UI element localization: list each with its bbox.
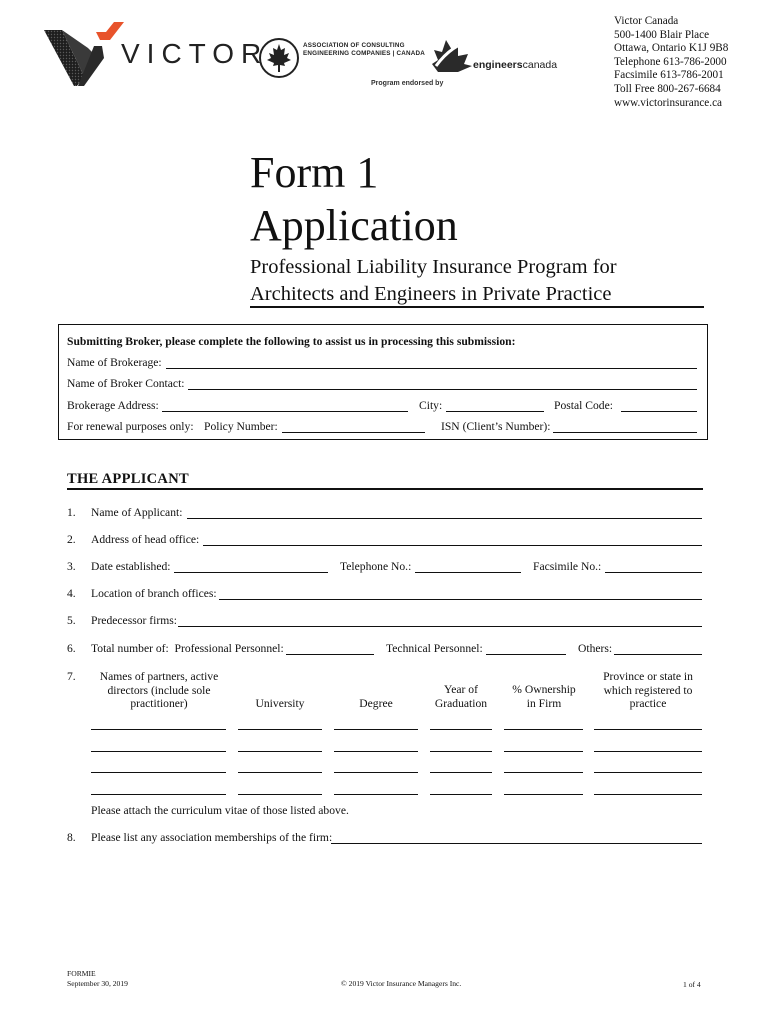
ownership-header: % Ownership in Firm [512,683,576,710]
partner-name-field[interactable] [91,772,226,773]
victor-wordmark: VICTOR [121,38,269,69]
brokerage-address-label: Brokerage Address: [67,399,159,412]
partner-degree-field[interactable] [334,729,418,730]
city-label: City: [419,399,443,412]
university-header: University [255,697,305,710]
partners-names-header: Names of partners, active directors (include sole practitioner) [99,670,219,711]
broker-contact-label: Name of Broker Contact: [67,377,185,390]
technical-personnel-label: Technical Personnel: [386,642,483,655]
acec-name: ASSOCIATION OF CONSULTING ENGINEERING COMPANIES | CANADA [303,42,426,57]
partner-name-field[interactable] [91,794,226,795]
head-office-field[interactable] [203,545,702,546]
branch-offices-field[interactable] [219,599,702,600]
form-date: September 30, 2019 [67,978,128,988]
copyright-notice: © 2019 Victor Insurance Managers Inc. [341,979,462,988]
association-memberships-label: Please list any association memberships of the firm: [91,831,333,844]
form-subtitle: Professional Liability Insurance Program for Architects and Engineers in Private Practice [250,256,617,305]
facsimile-label: Facsimile No.: [533,560,602,573]
professional-personnel-label: Total number of: Professional Personnel: [91,642,284,655]
cv-attach-note: Please attach the curriculum vitae of those listed above. [91,804,349,817]
partner-graduation-year-field[interactable] [430,772,492,773]
brokerage-address-field[interactable] [162,411,408,412]
engineers-canada-logo-icon [428,36,476,74]
year-graduation-header: Year of Graduation [434,683,488,710]
partner-province-field[interactable] [594,729,702,730]
partner-province-field[interactable] [594,772,702,773]
partner-degree-field[interactable] [334,751,418,752]
partner-university-field[interactable] [238,729,322,730]
question-number: 4. [67,587,76,600]
form-title: Application [250,201,458,250]
address-line: Toll Free 800-267-6684 [614,82,721,95]
partner-university-field[interactable] [238,772,322,773]
page-number: 1 of 4 [683,980,701,989]
association-memberships-field[interactable] [331,843,702,844]
province-header: Province or state in which registered to practice [603,670,693,711]
postal-code-field[interactable] [621,411,697,412]
partner-ownership-field[interactable] [504,794,583,795]
form-number-title: Form 1 [250,148,379,197]
others-field[interactable] [614,654,702,655]
partner-ownership-field[interactable] [504,729,583,730]
telephone-label: Telephone No.: [340,560,412,573]
title-divider [250,306,704,308]
applicant-section-divider [67,488,703,490]
broker-instructions: Submitting Broker, please complete the following to assist us in processing this submission: [67,335,516,348]
partner-degree-field[interactable] [334,794,418,795]
facsimile-field[interactable] [605,572,702,573]
website-link[interactable]: www.victorinsurance.ca [614,96,722,109]
address-line: Victor Canada [614,15,679,27]
date-established-label: Date established: [91,560,171,573]
isn-field[interactable] [553,432,697,433]
question-number: 5. [67,614,76,627]
question-number: 8. [67,831,76,844]
question-number: 3. [67,560,76,573]
professional-personnel-field[interactable] [286,654,374,655]
date-established-field[interactable] [174,572,328,573]
brokerage-name-field[interactable] [166,368,697,369]
partner-graduation-year-field[interactable] [430,751,492,752]
technical-personnel-field[interactable] [486,654,566,655]
partner-province-field[interactable] [594,751,702,752]
predecessor-firms-label: Predecessor firms: [91,614,177,627]
applicant-section-title: THE APPLICANT [67,471,189,487]
partner-university-field[interactable] [238,794,322,795]
broker-contact-field[interactable] [188,389,697,390]
engineers-canada-wordmark: engineerscanada [473,59,558,71]
victor-address-block [614,15,728,110]
city-field[interactable] [446,411,544,412]
footer-form-info [67,969,128,988]
applicant-name-label: Name of Applicant: [91,506,183,519]
partner-province-field[interactable] [594,794,702,795]
applicant-name-field[interactable] [187,518,702,519]
partner-ownership-field[interactable] [504,772,583,773]
predecessor-firms-field[interactable] [178,626,702,627]
brokerage-name-label: Name of Brokerage: [67,356,162,369]
partner-graduation-year-field[interactable] [430,729,492,730]
question-number: 6. [67,642,76,655]
others-label: Others: [578,642,613,655]
degree-header: Degree [359,697,393,710]
question-number: 1. [67,506,76,519]
renewal-label: For renewal purposes only: [67,420,194,433]
form-code: FORMIE [67,969,96,978]
postal-code-label: Postal Code: [554,399,613,412]
endorsed-label: Program endorsed by [371,80,444,87]
maple-leaf-icon [257,36,301,80]
partner-ownership-field[interactable] [504,751,583,752]
question-number: 7. [67,670,76,683]
victor-logo-mark [44,18,126,88]
question-number: 2. [67,533,76,546]
partner-name-field[interactable] [91,751,226,752]
isn-label: ISN (Client’s Number): [441,420,551,433]
partner-degree-field[interactable] [334,772,418,773]
partner-name-field[interactable] [91,729,226,730]
address-line: 500-1400 Blair Place [614,28,710,41]
address-line: Ottawa, Ontario K1J 9B8 [614,42,729,55]
head-office-label: Address of head office: [91,533,200,546]
address-line: Facsimile 613-786-2001 [614,69,724,82]
address-line: Telephone 613-786-2000 [614,55,727,68]
policy-number-field[interactable] [282,432,425,433]
branch-offices-label: Location of branch offices: [91,587,217,600]
partner-university-field[interactable] [238,751,322,752]
policy-number-label: Policy Number: [204,420,278,433]
partner-graduation-year-field[interactable] [430,794,492,795]
telephone-field[interactable] [415,572,521,573]
